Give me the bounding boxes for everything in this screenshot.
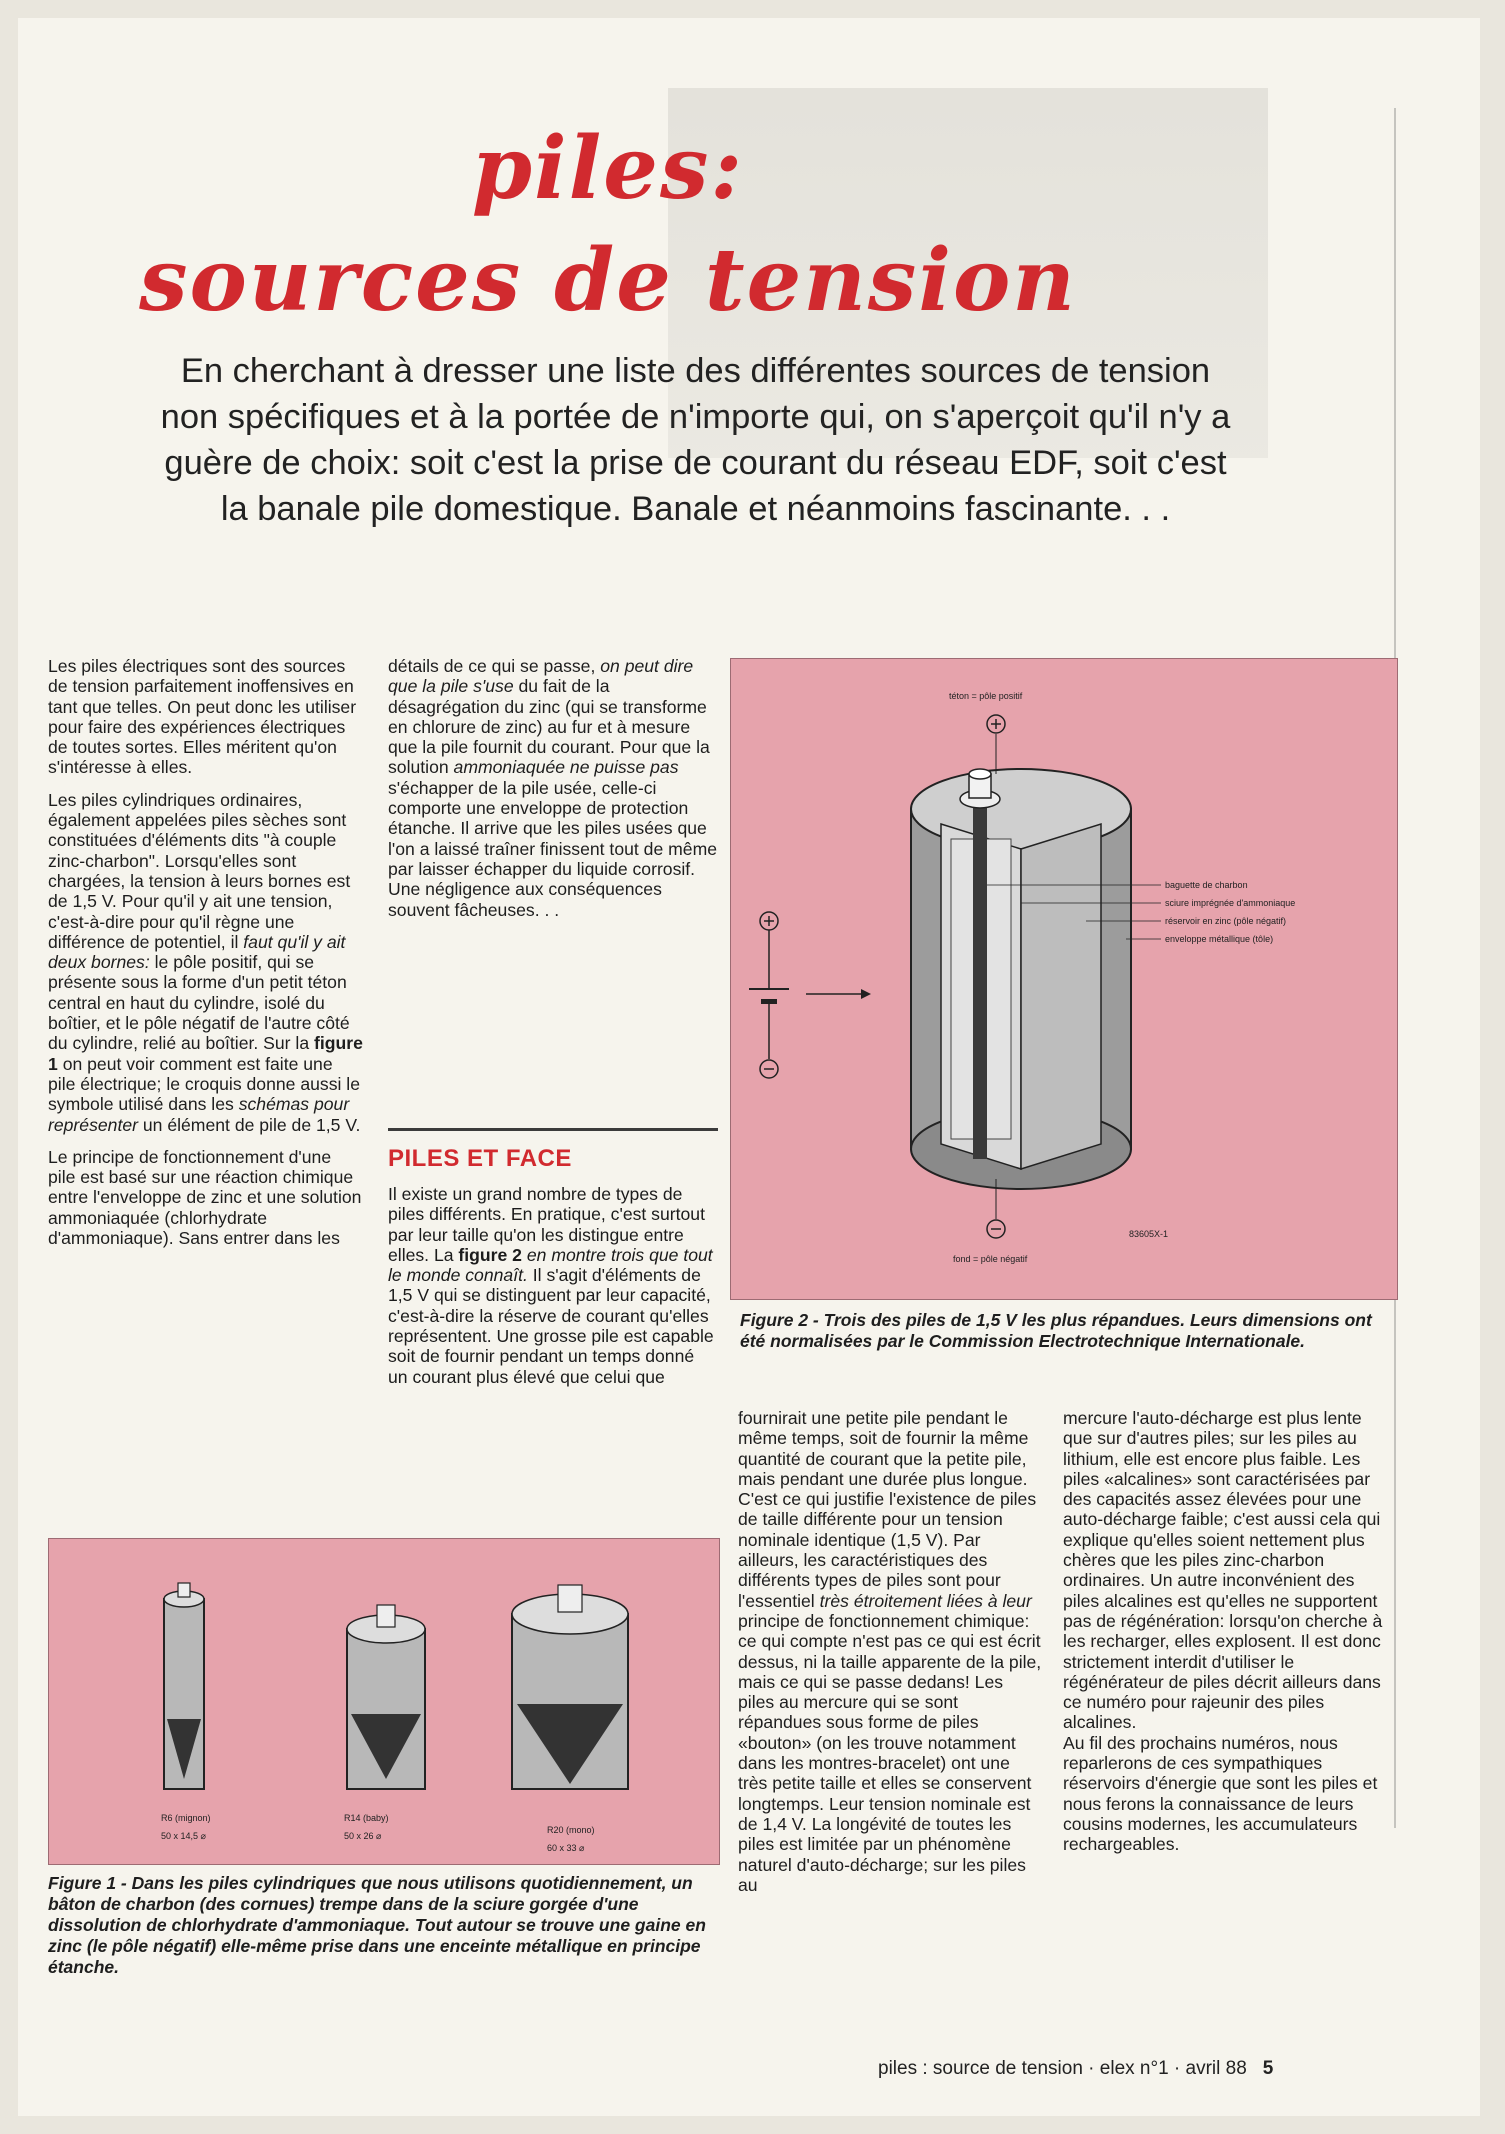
figure-2-label-sawdust: sciure imprégnée d'ammoniaque (1165, 898, 1296, 908)
battery-r14-size: 50 x 26 ⌀ (344, 1831, 382, 1841)
battery-r20-size: 60 x 33 ⌀ (547, 1843, 585, 1853)
figure-2-label-carbon-rod: baguette de charbon (1165, 880, 1248, 890)
paragraph: détails de ce qui se passe, on peut dire que la pile s'use du fait de la désagrégation du zinc (qui se transforme en chlorure de zinc) au fur et à mesure que la pile fournit du courant. Pour que la solution ammoniaquée ne puisse pas s'échapper de la pile usée, celle-ci comporte une enveloppe de protection étanche. Il arrive que les piles usées que l'on a laissé traîner finissent tout de même par laisser échapper du liquide corrosif. Une négligence aux conséquences souvent fâcheuses. . . (388, 656, 718, 920)
battery-r6-size: 50 x 14,5 ⌀ (161, 1831, 206, 1841)
section-heading: PILES ET FACE (388, 1128, 718, 1173)
figure-2-label-zinc: réservoir en zinc (pôle négatif) (1165, 916, 1287, 926)
battery-r14-icon (347, 1605, 425, 1789)
paragraph: fournirait une petite pile pendant le même temps, soit de fournir la même quantité de courant que la petite pile, mais pendant une durée plus longue. C'est ce qui justifie l'existence de piles de taille différente pour un tension nominale identique (1,5 V). Par ailleurs, les caractéristiques des différents types de piles sont pour l'essentiel très étroitement liées à leur principe de fonctionnement chimique: ce qui compte n'est pas ce qui est écrit dessus, ni la taille apparente de la pile, mais ce qui se passe dedans! Les piles au mercure qui se sont répandues sous forme de piles «bouton» (on les trouve notamment dans les montres-bracelet) ont une très petite taille et elles se conservent longtemps. Leur tension nominale est de 1,4 V. La longévité de toutes les piles est limitée par un phénomène naturel d'auto-décharge; sur les piles au (738, 1408, 1042, 1895)
intro-paragraph: En cherchant à dresser une liste des différentes sources de tension non spécifiques et à la portée de n'importe qui, on s'aperçoit qu'il n'y a guère de choix: soit c'est la prise de courant du réseau EDF, soit c'est la banale pile domestique. Banale et néanmoins fascinante. . . (160, 352, 1231, 528)
figure-2-code: 83605X-1 (1129, 1229, 1169, 1239)
column-2-section (388, 1184, 718, 1387)
column-4 (1063, 1408, 1393, 1867)
column-3 (738, 1408, 1043, 1907)
title-line-2: sources de tension (139, 230, 1077, 331)
figure-2-label-bottom: fond = pôle négatif (953, 1254, 1028, 1264)
page-number: 5 (1262, 2058, 1274, 2079)
footer-text: piles : source de tension · elex n°1 · avril 88 (878, 2058, 1247, 2079)
arrow-right-icon (806, 989, 871, 999)
figure-1-caption: Figure 1 - Dans les piles cylindriques que nous utilisons quotidiennement, un bâton de charbon (des cornues) trempe dans de la sciure gorgée d'une dissolution de chlorhydrate d'ammoniaque. Tout autour se trouve une gaine en zinc (le pôle négatif) elle-même prise dans une enceinte métallique en principe étanche. (48, 1873, 706, 1977)
paragraph: Au fil des prochains numéros, nous reparlerons de ces sympathiques réservoirs d'énergie que sont les piles et nous ferons la connaissance de leurs cousins modernes, les accumulateurs rechargeables. (1063, 1732, 1378, 1855)
figure-2-battery-cutaway (730, 658, 1398, 1300)
paragraph: mercure l'auto-décharge est plus lente que sur d'autres piles; sur les piles au lithium, elle est encore plus faible. Les piles «alcalines» sont caractérisées par des capacités assez élevées pour une auto-décharge faible; c'est aussi cela qui explique qu'elles soient nettement plus chères que les piles zinc-charbon ordinaires. Un autre inconvénient des piles alcalines est qu'elles ne supportent pas de régénération: lorsqu'on cherche à les recharger, elles explosent. Il est donc strictement interdit d'utiliser le régénérateur de piles décrit ailleurs dans ce numéro pour rajeunir des piles alcalines. (1063, 1408, 1383, 1733)
battery-r14-name: R14 (baby) (344, 1813, 389, 1823)
figure-2-label-top: téton = pôle positif (949, 691, 1023, 701)
battery-r20-name: R20 (mono) (547, 1825, 595, 1835)
column-1 (48, 656, 363, 1260)
battery-r20-icon (512, 1585, 628, 1789)
battery-r6-name: R6 (mignon) (161, 1813, 211, 1823)
paragraph: Les piles cylindriques ordinaires, également appelées piles sèches sont constituées d'éléments dits "à couple zinc-charbon". Lorsqu'elles sont chargées, la tension à leurs bornes est de 1,5 V. Pour qu'il y ait une tension, c'est-à-dire pour qu'il règne une différence de potentiel, il faut qu'il y ait deux bornes: le pôle positif, qui se présente sous la forme d'un petit téton central en haut du cylindre, isolé du boîtier, et le pôle négatif de l'autre côté du cylindre, relié au boîtier. Sur la figure 1 on peut voir comment est faite une pile électrique; le croquis donne aussi le symbole utilisé dans les schémas pour représenter un élément de pile de 1,5 V. (48, 789, 363, 1135)
battery-r6-icon (164, 1583, 204, 1789)
battery-cutaway-drawing (731, 659, 1397, 1299)
paragraph: Les piles électriques sont des sources de tension parfaitement inoffensives en tant que telles. On peut donc les utiliser pour faire des expériences électriques de toutes sortes. Elles méritent qu'on s'intéresse à elles. (48, 656, 357, 778)
page-footer (878, 2058, 1273, 2080)
paragraph: Le principe de fonctionnement d'une pile est basé sur une réaction chimique entre l'enveloppe de zinc et une solution ammoniaquée (chlorhydrate d'ammoniaque). Sans entrer dans les (48, 1146, 362, 1249)
battery-symbol-icon (749, 912, 789, 1078)
figure-2-caption: Figure 2 - Trois des piles de 1,5 V les plus répandues. Leurs dimensions ont été normalisées par le Commission Electrotechnique Internationale. (740, 1310, 1372, 1351)
magazine-page (18, 18, 1480, 2116)
paragraph: Il existe un grand nombre de types de piles différents. En pratique, c'est surtout par leur taille qu'on les distingue entre elles. La figure 2 en montre trois que tout le monde connaît. Il s'agit d'éléments de 1,5 V qui se distinguent par leur capacité, c'est-à-dire la réserve de courant qu'elles représentent. Une grosse pile est capable soit de fournir pendant un temps donné un courant plus élevé que celui que (388, 1184, 714, 1387)
figure-2-label-casing: enveloppe métallique (tôle) (1165, 934, 1274, 944)
title-line-1: piles: (471, 118, 745, 219)
column-2 (388, 656, 718, 932)
battery-sizes-drawing (49, 1539, 719, 1864)
battery-cutaway-icon (911, 769, 1131, 1189)
figure-1-battery-sizes (48, 1538, 720, 1865)
